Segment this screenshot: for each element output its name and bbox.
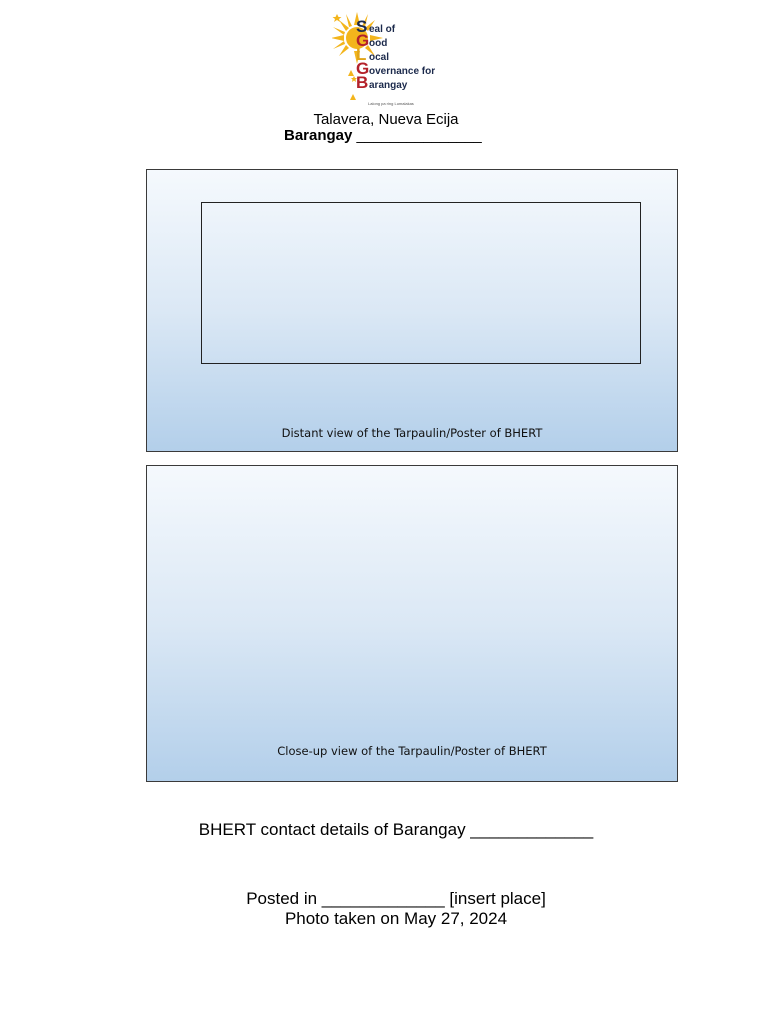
logo-word: ood <box>369 38 388 49</box>
barangay-line <box>284 127 482 144</box>
close-up-view-caption: Close-up view of the Tarpaulin/Poster of BHERT <box>277 744 547 758</box>
logo-initial: L <box>356 45 367 64</box>
bhert-contact-line: BHERT contact details of Barangay _____________ <box>198 820 594 839</box>
logo-initial: G <box>356 59 370 78</box>
logo-initial: B <box>356 73 369 92</box>
logo-word: ocal <box>369 52 390 63</box>
logo-word: eal of <box>369 24 396 35</box>
logo-tagline: Lalong pa ring Lumalakas <box>368 101 414 106</box>
logo-word: arangay <box>369 80 408 91</box>
photo-date-line: Photo taken on May 27, 2024 <box>284 909 508 928</box>
sglgb-logo <box>332 10 447 110</box>
logo-initial: S <box>356 17 368 36</box>
photo-placeholder-frame <box>201 202 641 364</box>
location-line: Talavera, Nueva Ecija <box>313 111 459 128</box>
distant-view-caption: Distant view of the Tarpaulin/Poster of BHERT <box>281 426 543 440</box>
close-up-view-photo-panel <box>146 465 678 782</box>
distant-view-photo-panel <box>146 169 678 452</box>
barangay-blank: _______________ <box>356 127 482 144</box>
logo-line <box>356 31 435 50</box>
logo-word: overnance for <box>369 66 436 77</box>
logo-initial: G <box>356 31 370 50</box>
posted-in-line: Posted in _____________ [insert place] <box>246 889 546 908</box>
barangay-label: Barangay <box>284 127 353 144</box>
